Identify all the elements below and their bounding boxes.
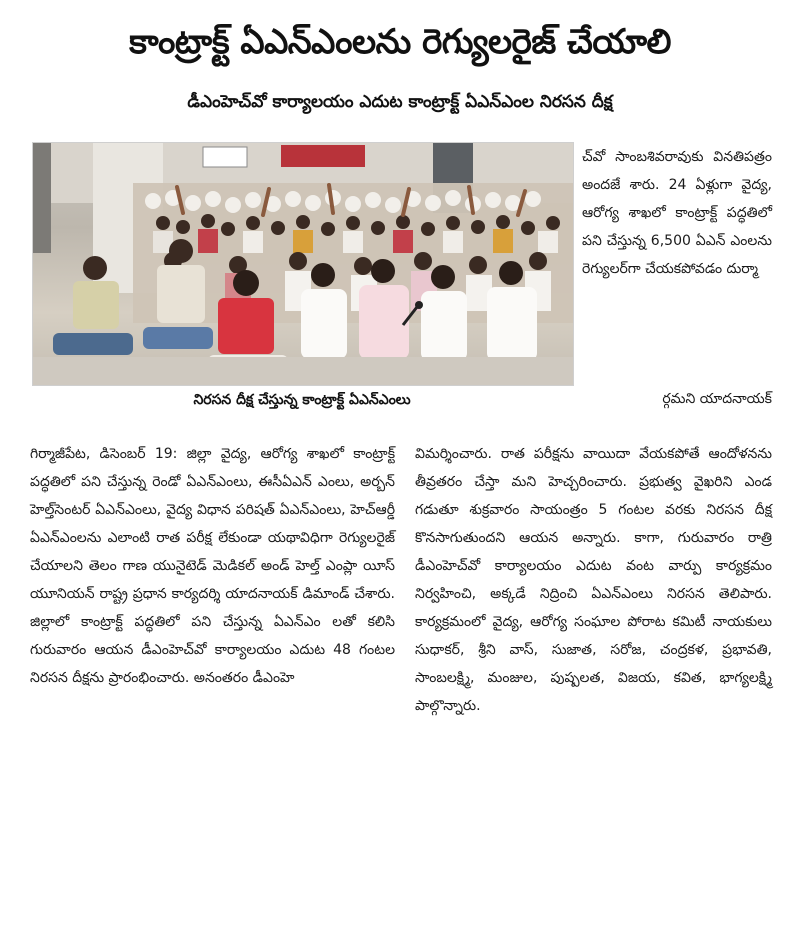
- article-column-right: [415, 440, 772, 720]
- protest-photo: [32, 142, 574, 386]
- article-paragraph: ర్గమని యాదనాయక్: [662, 391, 772, 407]
- article-paragraph: చ్‌వో సాంబశివరావుకు వినతిపత్రం అందజే శారు. 24 ఏళ్లుగా వైద్య, ఆరోగ్య శాఖలో కాంట్రాక్ట్ పద్ధతిలో పని చేస్తున్న 6,500 ఏఎన్ ఎంలను రెగ్యులర్‌గా చేయకపోవడం దుర్మా: [582, 149, 772, 277]
- photo-caption: నిరసన దీక్ష చేస్తున్న కాంట్రాక్ట్ ఏఎన్ఎంలు: [193, 392, 411, 408]
- article-column-right-top: [582, 143, 772, 283]
- headline: కాంట్రాక్ట్ ఏఎన్ఎంలను రెగ్యులరైజ్ చేయాలి: [129, 22, 671, 62]
- article-column-left: [30, 440, 395, 692]
- article-paragraph: గిర్మాజీపేట, డిసెంబర్ 19: జిల్లా వైద్య, ఆరోగ్య శాఖలో కాంట్రాక్ట్ పద్ధతిలో పని చేస్తున్న రెండో ఏఎన్ఎంలు, ఈసీఏఎన్ ఎంలు, అర్బన్ హెల్త్‌సెంటర్ ఏఎన్ఎంలు, వైద్య విధాన పరిషత్ ఏఎన్ఎంలు, హెచ్‌ఆర్డీ ఏఎన్ఎంలను ఎలాంటి రాత పరీక్ష లేకుండా యథావిధిగా రెగ్యులరైజ్ చేయాలని తెలం గాణ యునైటెడ్ మెడికల్ అండ్ హెల్త్ ఎంప్లా యీస్ యూనియన్ రాష్ట్ర ప్రధాన కార్యదర్శి యాదనాయక్ డిమాండ్ చేశారు. జిల్లాలో కాంట్రాక్ట్ పద్ధతిలో పని చేస్తున్న ఏఎన్ఎం లతో కలిసి గురువారం ఆయన డీఎంహెచ్‌వో కార్యాలయం ఎదుట 48 గంటల నిరసన దీక్షను ప్రారంభించారు. అనంతరం డీఎంహె: [30, 446, 395, 686]
- article-column-right-top-continued: [582, 385, 772, 413]
- article-paragraph: విమర్శించారు. రాత పరీక్షను వాయిదా వేయకపోతే ఆందోళనను తీవ్రతరం చేస్తా మని హెచ్చరించారు. ప్రభుత్వ వైఖరిని ఎండ గడుతూ శుక్రవారం సాయంత్రం 5 గంటల వరకు నిరసన దీక్ష కొనసాగుతుందని ఆయన అన్నారు. కాగా, గురువారం రాత్రి డీఎంహెచ్‌వో కార్యాలయం ఎదుట వంట వార్పు కార్యక్రమం నిర్వహించి, అక్కడే నిద్రించి ఏఎన్ఎంలు నిరసన తెలిపారు. కార్యక్రమంలో వైద్య, ఆరోగ్య సంఘాల పోరాట కమిటీ నాయకులు సుధాకర్, శ్రీని వాస్, సుజాత, సరోజ, చంద్రకళ, ప్రభావతి, సాంబలక్ష్మి, మంజుల, పుష్పలత, విజయ, కవిత, భాగ్యలక్ష్మి పాల్గొన్నారు.: [415, 446, 772, 714]
- subheadline: డీఎంహెచ్‌వో కార్యాలయం ఎదుట కాంట్రాక్ట్ ఏఎన్ఎంల నిరసన దీక్ష: [187, 92, 613, 112]
